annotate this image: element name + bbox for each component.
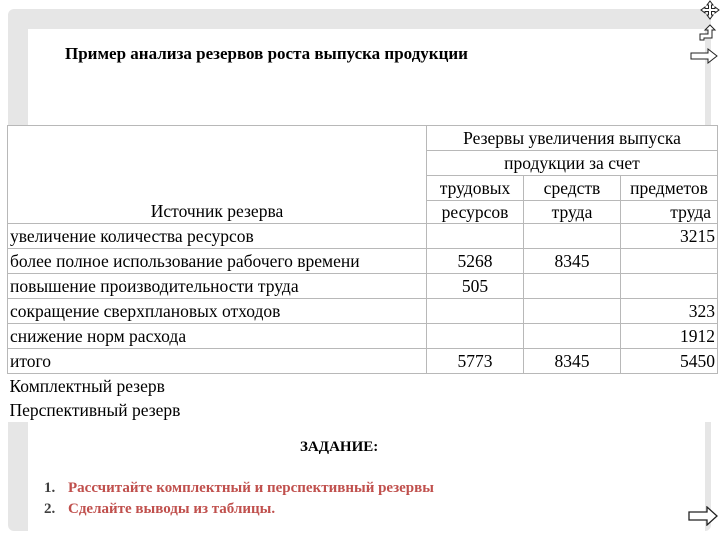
task-item xyxy=(44,478,434,499)
table-row xyxy=(8,324,718,349)
cell-means xyxy=(524,224,621,249)
column-header: труда xyxy=(621,201,718,224)
row-source: итого xyxy=(8,349,427,374)
cell-labor xyxy=(427,324,524,349)
cell-means xyxy=(524,274,621,299)
column-header: трудовых xyxy=(427,176,524,201)
cell-labor xyxy=(427,299,524,324)
table-row-extra xyxy=(8,374,718,399)
cell-means: 8345 xyxy=(524,349,621,374)
table-row xyxy=(8,299,718,324)
task-item xyxy=(44,499,434,520)
table-row xyxy=(8,274,718,299)
row-source: Перспективный резерв xyxy=(9,400,181,420)
task-number: 2. xyxy=(44,501,56,517)
cell-labor xyxy=(427,224,524,249)
row-source: повышение производительности труда xyxy=(8,274,427,299)
row-source: Комплектный резерв xyxy=(9,376,165,396)
header-row-group xyxy=(8,126,718,151)
cell-objects xyxy=(621,249,718,274)
row-source: более полное использование рабочего времени xyxy=(8,249,427,274)
task-list xyxy=(44,478,434,520)
cell-labor: 505 xyxy=(427,274,524,299)
group-header-line2: продукции за счет xyxy=(427,151,718,176)
task-text: Рассчитайте комплектный и перспективный резервы xyxy=(68,480,434,496)
source-header: Источник резерва xyxy=(8,126,427,224)
next-slide-arrow-icon[interactable] xyxy=(688,506,718,526)
cell-objects: 3215 xyxy=(621,224,718,249)
cell-means xyxy=(524,299,621,324)
column-header: труда xyxy=(524,201,621,224)
cell-means: 8345 xyxy=(524,249,621,274)
cell-objects: 323 xyxy=(621,299,718,324)
task-heading: ЗАДАНИЕ: xyxy=(300,439,379,455)
row-source: снижение норм расхода xyxy=(8,324,427,349)
slide-title: Пример анализа резервов роста выпуска продукции xyxy=(65,44,468,63)
task-text: Сделайте выводы из таблицы. xyxy=(68,501,276,517)
task-number: 1. xyxy=(44,480,56,496)
cell-objects: 5450 xyxy=(621,349,718,374)
expand-icon[interactable] xyxy=(700,0,720,20)
column-header: ресурсов xyxy=(427,201,524,224)
cell-means xyxy=(524,324,621,349)
cell-labor: 5773 xyxy=(427,349,524,374)
group-header-line1: Резервы увеличения выпуска xyxy=(427,126,718,151)
table-row-extra xyxy=(8,398,718,422)
table-row xyxy=(8,249,718,274)
return-icon[interactable] xyxy=(698,24,718,42)
reserves-table xyxy=(7,125,718,422)
row-source: увеличение количества ресурсов xyxy=(8,224,427,249)
cell-labor: 5268 xyxy=(427,249,524,274)
column-header: средств xyxy=(524,176,621,201)
table-row xyxy=(8,224,718,249)
cell-objects: 1912 xyxy=(621,324,718,349)
column-header: предметов xyxy=(621,176,718,201)
table-row-total xyxy=(8,349,718,374)
cell-objects xyxy=(621,274,718,299)
row-source: сокращение сверхплановых отходов xyxy=(8,299,427,324)
forward-arrow-icon[interactable] xyxy=(690,48,718,64)
